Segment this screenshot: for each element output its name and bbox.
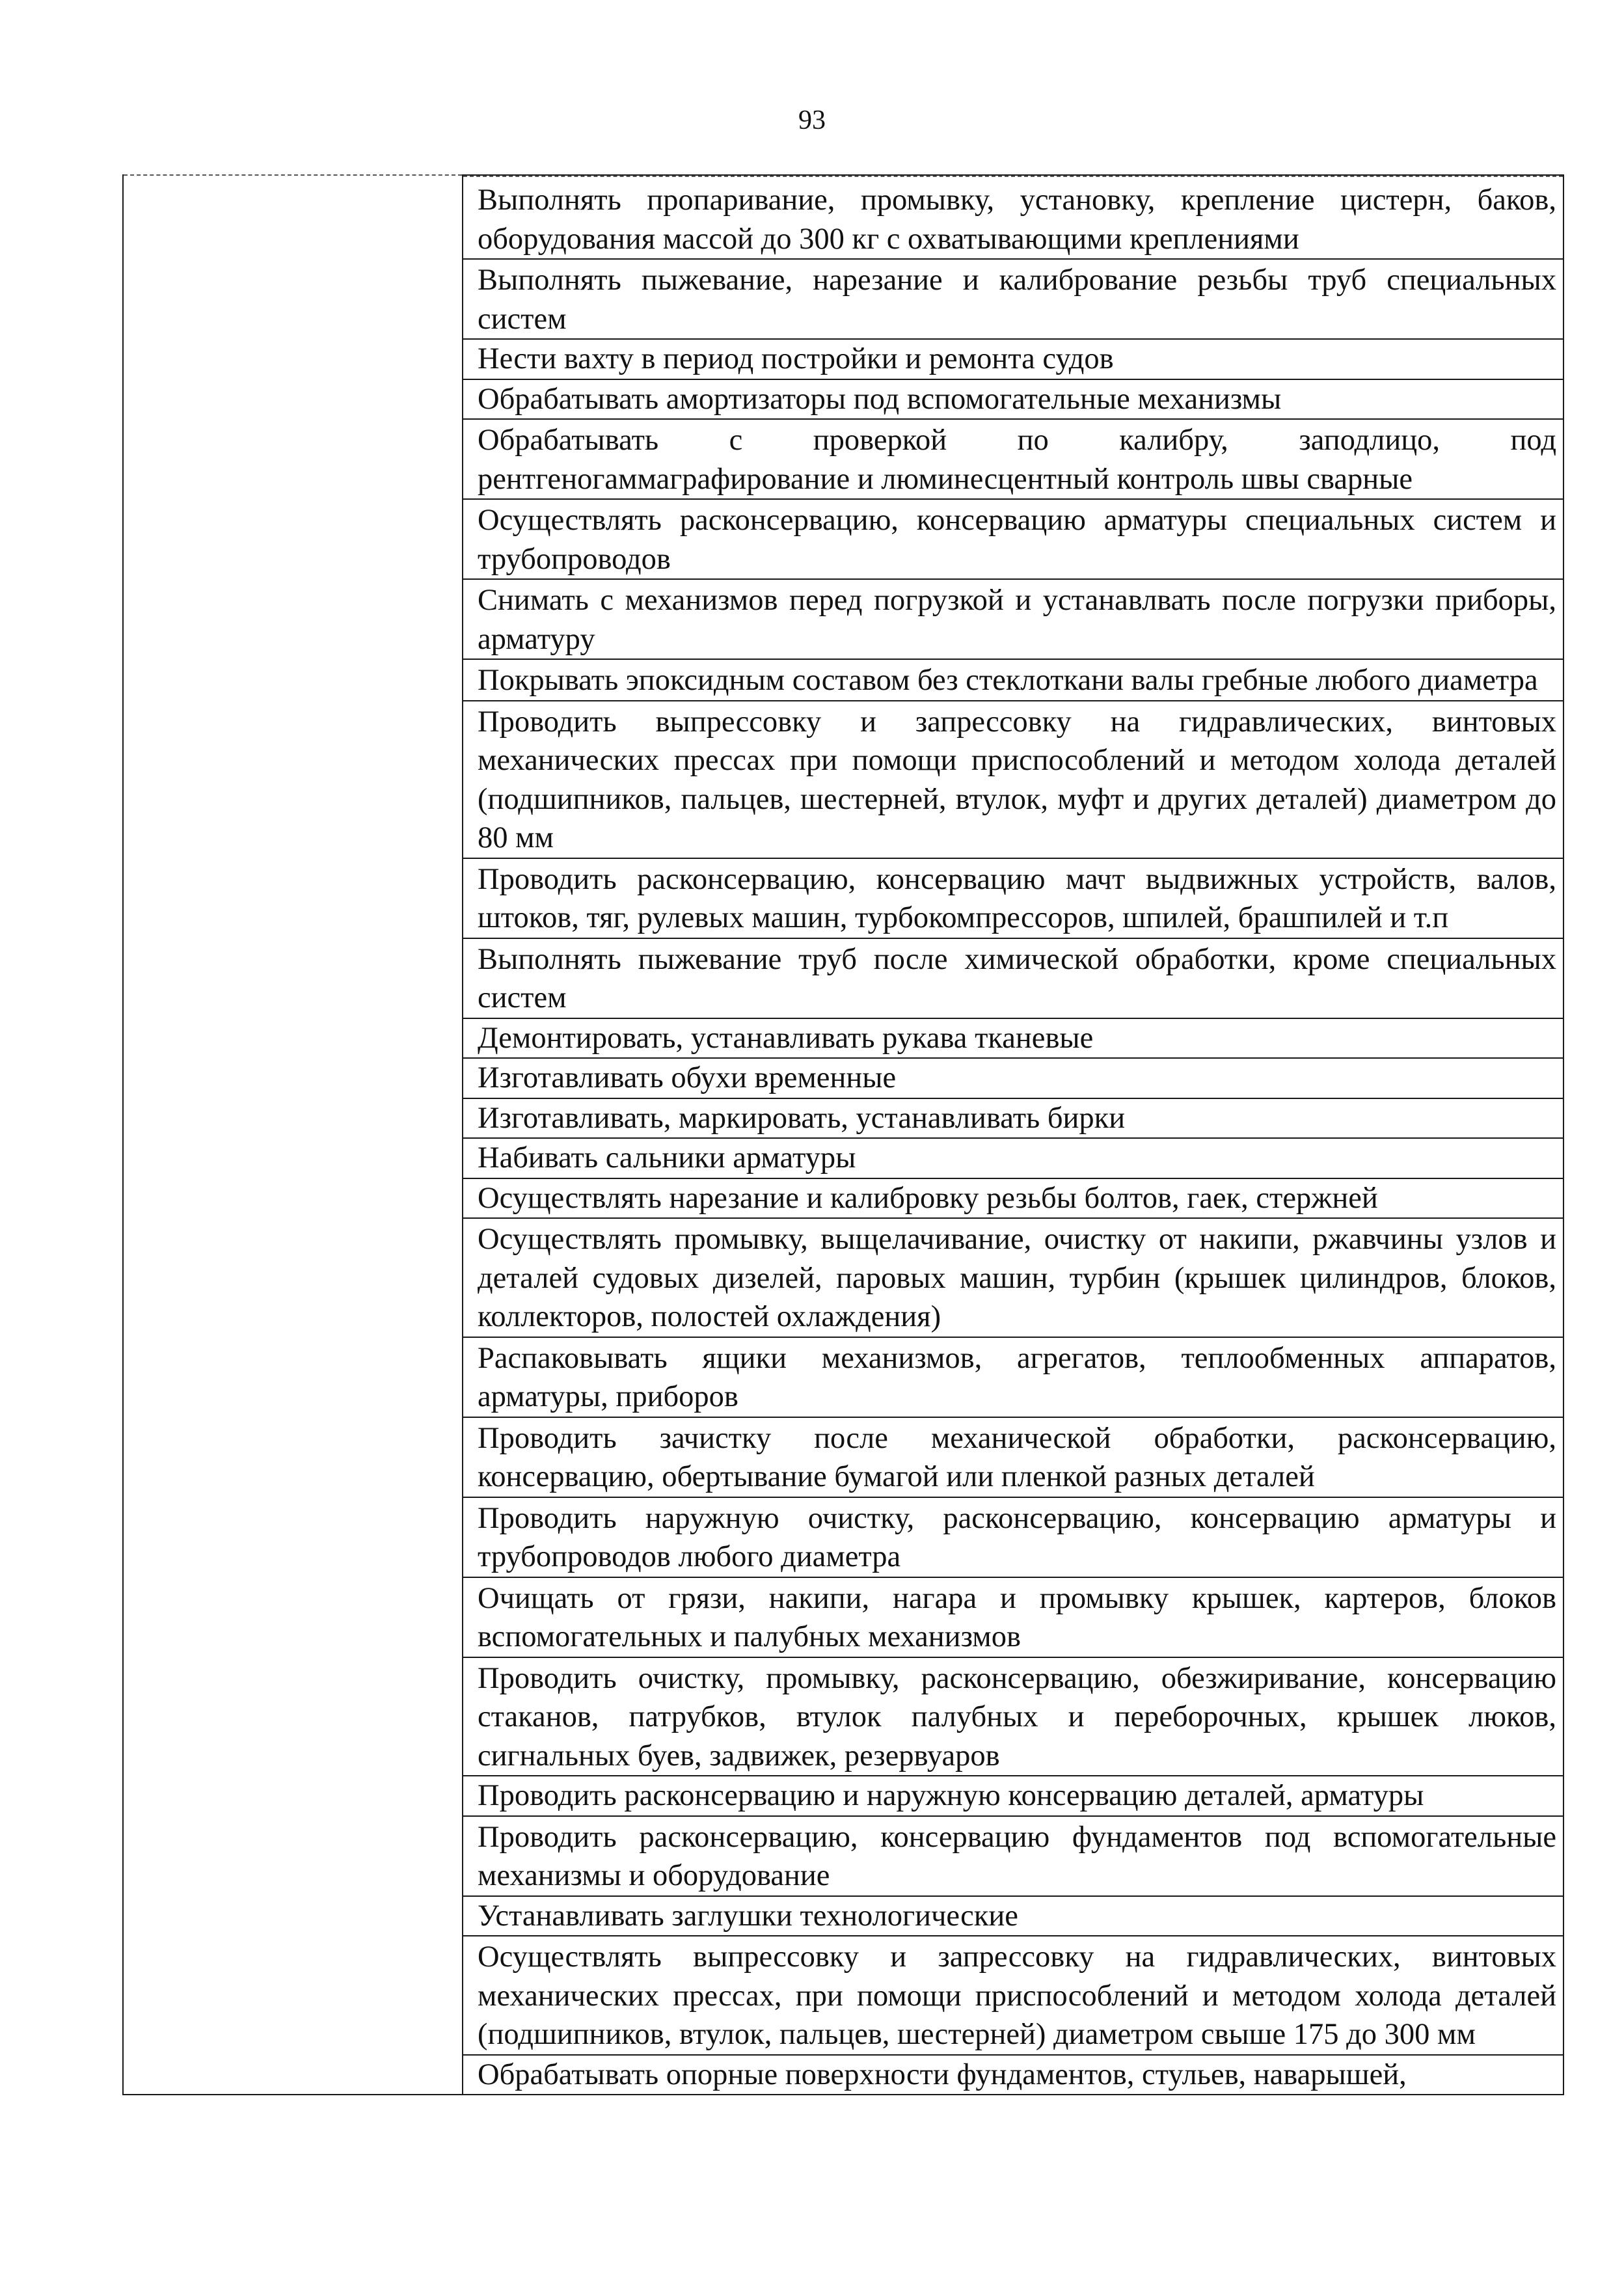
table-row: Снимать с механизмов перед погрузкой и устанавлвать после погрузки приборы, арматуру (463, 580, 1563, 660)
table-row: Проводить наружную очистку, расконсервацию, консервацию арматуры и трубопроводов любого диаметра (463, 1498, 1563, 1578)
table-row: Обрабатывать амортизаторы под вспомогательные механизмы (463, 380, 1563, 420)
table-row: Выполнять пыжевание труб после химической обработки, кроме специальных систем (463, 939, 1563, 1019)
table-right-column (463, 175, 1563, 2095)
table-left-column (123, 175, 463, 2095)
table-row: Проводить расконсервацию, консервацию фундаментов под вспомогательные механизмы и оборудование (463, 1817, 1563, 1897)
table-row: Проводить расконсервацию, консервацию мачт выдвижных устройств, валов, штоков, тяг, рулевых машин, турбокомпрессоров, шпилей, брашпилей и т.п (463, 859, 1563, 939)
table-row: Осуществлять расконсервацию, консервацию арматуры специальных систем и трубопроводов (463, 500, 1563, 580)
table-row: Проводить выпрессовку и запрессовку на гидравлических, винтовых механических прессах при помощи приспособлений и методом холода деталей (подшипников, пальцев, шестерней, втулок, муфт и других деталей) диаметром до 80 мм (463, 701, 1563, 859)
table-row: Выполнять пропаривание, промывку, установку, крепление цистерн, баков, оборудования массой до 300 кг с охватывающими креплениями (463, 176, 1563, 260)
page-number: 93 (798, 105, 826, 135)
table-row: Изготавливать обухи временные (463, 1059, 1563, 1099)
table-row: Обрабатывать с проверкой по калибру, заподлицо, под рентгеногаммаграфирование и люминесцентный контроль швы сварные (463, 420, 1563, 500)
table-row: Выполнять пыжевание, нарезание и калибрование резьбы труб специальных систем (463, 260, 1563, 340)
table-row: Покрывать эпоксидным составом без стеклоткани валы гребные любого диаметра (463, 660, 1563, 701)
table-row-main (123, 175, 1563, 2095)
table-row: Набивать сальники арматуры (463, 1139, 1563, 1179)
table-row: Очищать от грязи, накипи, нагара и промывку крышек, картеров, блоков вспомогательных и палубных механизмов (463, 1578, 1563, 1658)
table-row: Проводить зачистку после механической обработки, расконсервацию, консервацию, обертывание бумагой или пленкой разных деталей (463, 1418, 1563, 1498)
table-row: Распаковывать ящики механизмов, агрегатов, теплообменных аппаратов, арматуры, приборов (463, 1338, 1563, 1418)
table-row: Демонтировать, устанавливать рукава тканевые (463, 1019, 1563, 1059)
table-row: Осуществлять выпрессовку и запрессовку на гидравлических, винтовых механических прессах, при помощи приспособлений и методом холода деталей (подшипников, втулок, пальцев, шестерней) диаметром свыше 175 до 300 мм (463, 1936, 1563, 2056)
table-row: Нести вахту в период постройки и ремонта судов (463, 340, 1563, 380)
table-row: Проводить расконсервацию и наружную консервацию деталей, арматуры (463, 1776, 1563, 1817)
table-row: Изготавливать, маркировать, устанавливать бирки (463, 1099, 1563, 1139)
table-row: Осуществлять промывку, выщелачивание, очистку от накипи, ржавчины узлов и деталей судовых дизелей, паровых машин, турбин (крышек цилиндров, блоков, коллекторов, полостей охлаждения) (463, 1219, 1563, 1338)
duties-table (122, 174, 1564, 2095)
table-row: Осуществлять нарезание и калибровку резьбы болтов, гаек, стержней (463, 1179, 1563, 1219)
table-row: Устанавливать заглушки технологические (463, 1897, 1563, 1937)
table-row: Проводить очистку, промывку, расконсервацию, обезжиривание, консервацию стаканов, патрубков, втулок палубных и переборочных, крышек люков, сигнальных буев, задвижек, резервуаров (463, 1658, 1563, 1777)
table-row: Обрабатывать опорные поверхности фундаментов, стульев, наварышей, (478, 2058, 1407, 2091)
